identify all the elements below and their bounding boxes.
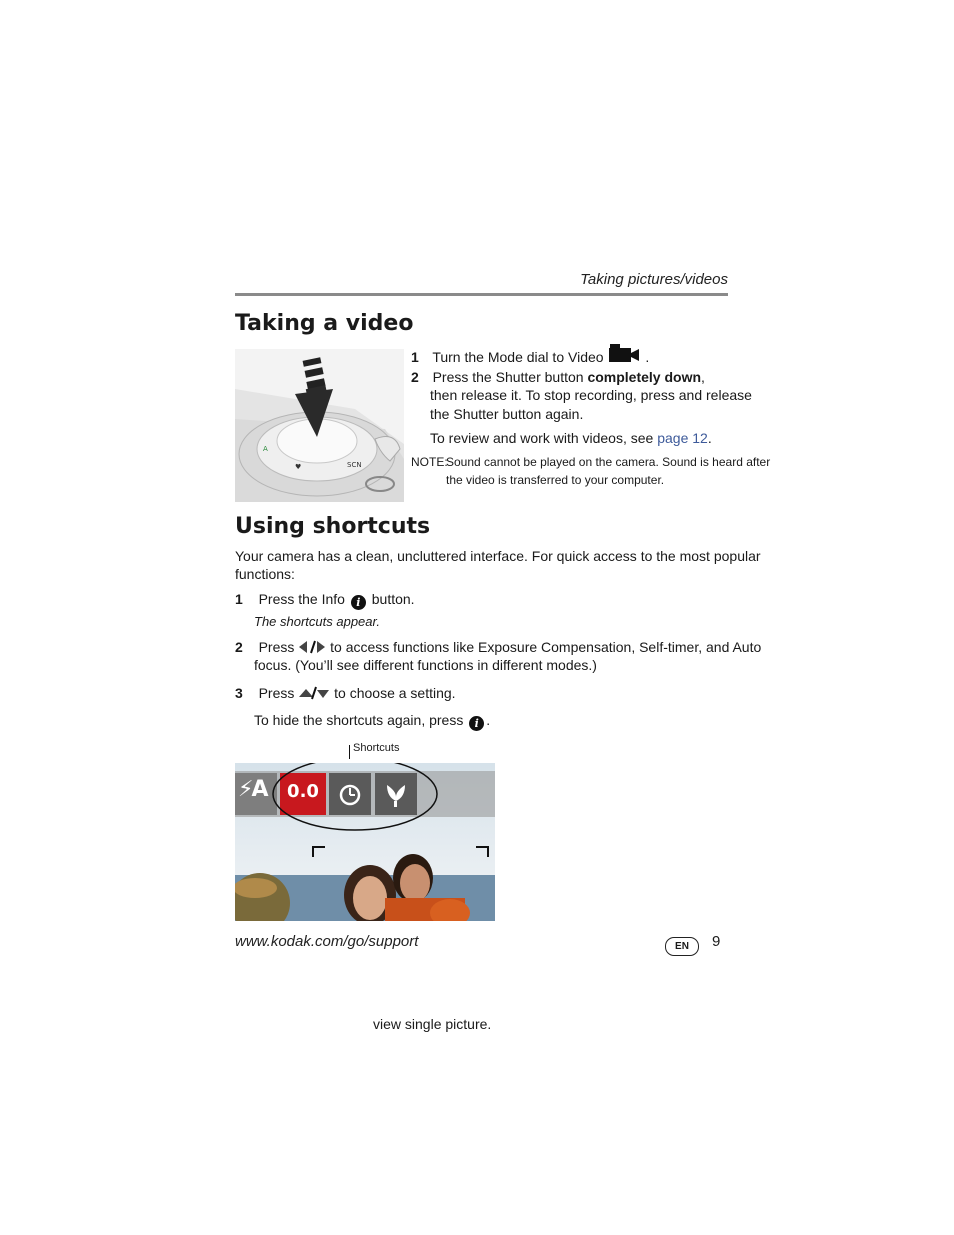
shortcut-step-1-result: The shortcuts appear. [254, 614, 380, 629]
video-section-title: Taking a video [235, 311, 414, 336]
header-rule [235, 293, 728, 296]
exposure-compensation-icon: 0.0 [287, 781, 319, 802]
svg-text:A: A [263, 445, 268, 453]
support-url[interactable]: www.kodak.com/go/support [235, 933, 419, 950]
svg-text:♥: ♥ [295, 463, 302, 471]
video-step-1: 1 Turn the Mode dial to Video . [411, 344, 649, 366]
page-12-link[interactable]: page 12 [657, 430, 708, 446]
video-step-2: 2 Press the Shutter button completely down, [411, 369, 705, 385]
svg-text:SCN: SCN [347, 461, 362, 469]
note-label: NOTE: [411, 455, 448, 469]
shortcuts-intro-line1: Your camera has a clean, uncluttered interface. For quick access to the most popular [235, 548, 761, 564]
camera-screen-illustration [235, 763, 495, 921]
info-icon: i [469, 716, 484, 731]
stray-text: view single picture. [373, 1016, 492, 1032]
language-badge: EN [665, 937, 699, 956]
video-review-text: To review and work with videos, see page 12. [430, 430, 712, 446]
mode-dial-illustration [235, 349, 404, 502]
note-line-2: the video is transferred to your computer. [446, 473, 665, 487]
shortcuts-intro-line2: functions: [235, 566, 295, 582]
shortcuts-section-title: Using shortcuts [235, 514, 431, 539]
hide-shortcuts-text: To hide the shortcuts again, press i . [254, 712, 491, 730]
shortcut-step-2-line2: focus. (You’ll see different functions in different modes.) [254, 657, 597, 673]
video-camera-icon [607, 344, 641, 364]
shortcut-step-3: 3 Press to choose a setting. [235, 685, 456, 701]
video-step-2-line3: the Shutter button again. [430, 406, 584, 422]
shortcut-step-1: 1 Press the Info i button. [235, 591, 415, 609]
shortcuts-callout-label: Shortcuts [353, 742, 400, 754]
video-step-2-line2: then release it. To stop recording, press and release [430, 387, 752, 403]
section-header: Taking pictures/videos [580, 271, 728, 288]
camera-screen-photo [235, 763, 495, 921]
video-step-1-text: Turn the Mode dial to Video [432, 349, 604, 365]
flash-auto-icon: ⚡A [238, 777, 267, 802]
note-line-1: Sound cannot be played on the camera. Sound is heard after [446, 455, 771, 469]
mode-dial-photo [235, 349, 404, 502]
info-icon: i [351, 595, 366, 610]
page-number: 9 [712, 933, 721, 950]
callout-line [349, 745, 350, 759]
left-right-arrows-icon [298, 640, 326, 654]
up-down-arrows-icon [298, 686, 330, 700]
shortcut-step-2: 2 Press to access functions like Exposure Compensation, Self-timer, and Auto [235, 639, 762, 655]
